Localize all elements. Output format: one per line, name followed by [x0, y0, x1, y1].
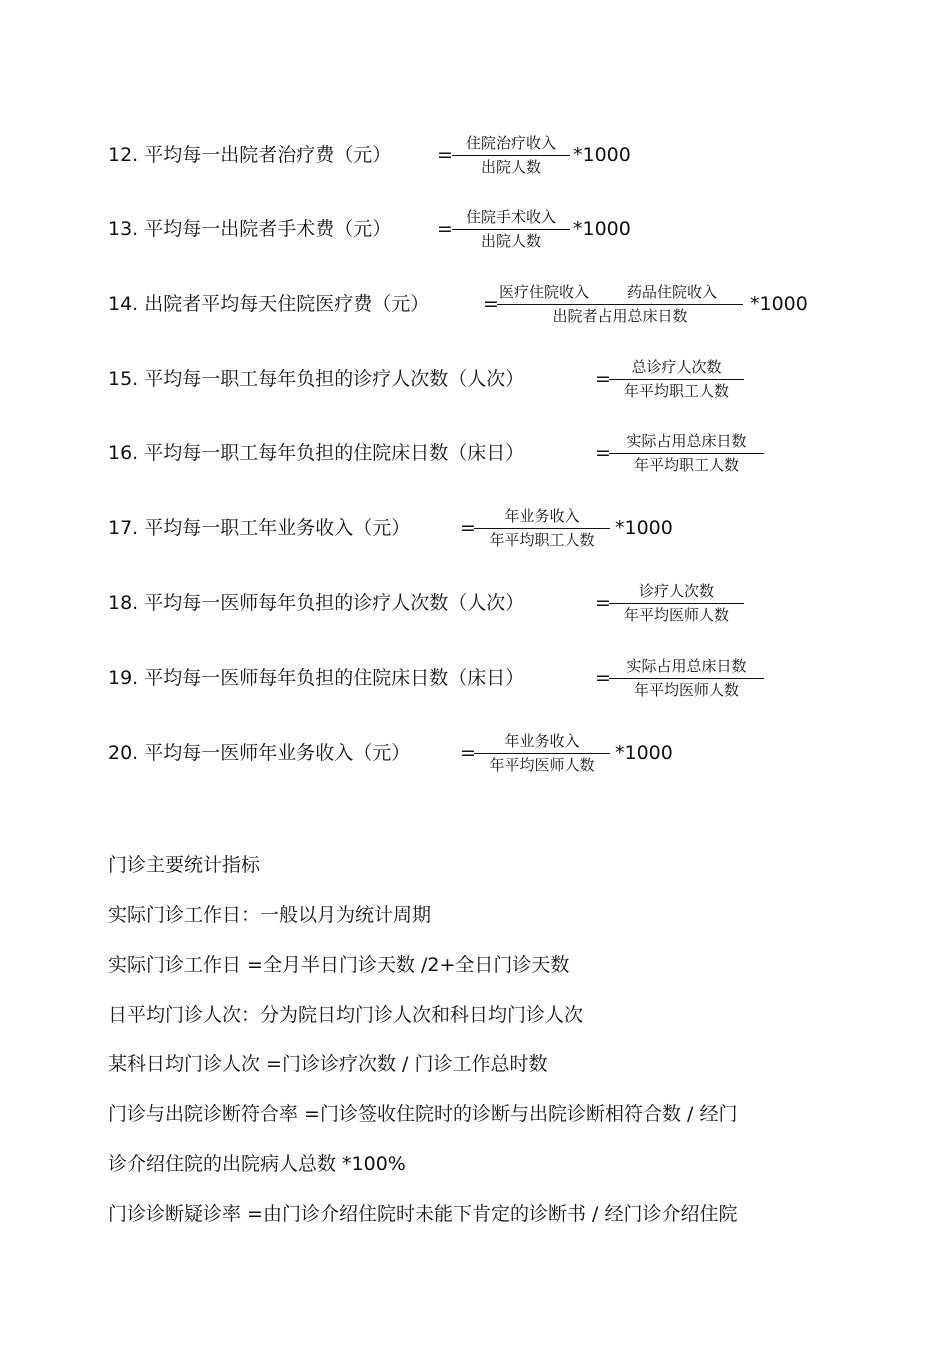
formula-label: 12. 平均每一出院者治疗费（元）	[108, 144, 392, 166]
fraction-numerator: 年业务收入	[504, 732, 580, 750]
formula-row-17	[0, 498, 950, 558]
fraction-numerator: 诊疗人次数	[638, 582, 714, 600]
fraction-numerator	[497, 282, 743, 302]
fraction-bar	[609, 603, 744, 604]
formula-label: 20. 平均每一医师年业务收入（元）	[108, 742, 411, 764]
fraction-denominator: 出院者占用总床日数	[552, 307, 688, 325]
fraction-numerator: 实际占用总床日数	[626, 657, 747, 675]
fraction-bar	[452, 229, 570, 230]
formula-row-12	[0, 125, 950, 185]
paragraph-line: 门诊诊断疑诊率 =由门诊介绍住院时未能下肯定的诊断书 / 经门诊介绍住院	[108, 1203, 738, 1225]
fraction-denominator: 出院人数	[480, 232, 541, 250]
formula-row-15	[0, 349, 950, 409]
formula-row-19	[0, 648, 950, 708]
fraction-denominator: 年平均医师人数	[623, 606, 729, 624]
paragraph-line: 实际门诊工作日：一般以月为统计周期	[108, 904, 432, 926]
multiplier: *1000	[750, 293, 808, 315]
fraction-numerator: 实际占用总床日数	[626, 432, 747, 450]
section-heading: 门诊主要统计指标	[108, 854, 261, 876]
fraction-numerator: 总诊疗人次数	[631, 358, 722, 376]
numerator-term-right: 药品住院收入	[627, 283, 718, 301]
equals-sign: =	[595, 592, 611, 614]
equals-sign: =	[460, 517, 476, 539]
fraction-denominator: 年平均医师人数	[489, 756, 595, 774]
formula-label: 14. 出院者平均每天住院医疗费（元）	[108, 293, 430, 315]
equals-sign: =	[437, 218, 453, 240]
formula-row-14	[0, 274, 950, 334]
fraction-denominator: 年平均职工人数	[489, 531, 595, 549]
fraction-numerator: 住院手术收入	[465, 208, 556, 226]
fraction-bar	[609, 379, 744, 380]
equals-sign: =	[437, 144, 453, 166]
multiplier: *1000	[573, 218, 631, 240]
formula-row-18	[0, 573, 950, 633]
formula-label: 16. 平均每一职工每年负担的住院床日数（床日）	[108, 442, 525, 464]
fraction-denominator: 年平均职工人数	[623, 382, 729, 400]
formula-label: 13. 平均每一出院者手术费（元）	[108, 218, 392, 240]
formula-label: 18. 平均每一医师每年负担的诊疗人次数（人次）	[108, 592, 525, 614]
fraction-bar	[497, 304, 743, 305]
paragraph-line: 日平均门诊人次：分为院日均门诊人次和科日均门诊人次	[108, 1004, 584, 1026]
formula-row-20	[0, 723, 950, 783]
fraction-numerator: 住院治疗收入	[465, 134, 556, 152]
equals-sign: =	[595, 442, 611, 464]
formula-label: 19. 平均每一医师每年负担的住院床日数（床日）	[108, 667, 525, 689]
numerator-term-left: 医疗住院收入	[499, 283, 590, 301]
fraction-denominator: 年平均职工人数	[633, 456, 739, 474]
fraction-denominator: 出院人数	[480, 158, 541, 176]
multiplier: *1000	[615, 517, 673, 539]
formula-row-16	[0, 423, 950, 483]
multiplier: *1000	[615, 742, 673, 764]
multiplier: *1000	[573, 144, 631, 166]
paragraph-line: 某科日均门诊人次 =门诊诊疗次数 / 门诊工作总时数	[108, 1053, 548, 1075]
fraction-bar	[452, 155, 570, 156]
fraction-numerator: 年业务收入	[504, 507, 580, 525]
paragraph-line: 诊介绍住院的出院病人总数 *100%	[108, 1153, 406, 1175]
formula-label: 15. 平均每一职工每年负担的诊疗人次数（人次）	[108, 368, 525, 390]
equals-sign: =	[595, 368, 611, 390]
formula-label: 17. 平均每一职工年业务收入（元）	[108, 517, 411, 539]
fraction-bar	[474, 528, 610, 529]
fraction-bar	[609, 678, 764, 679]
equals-sign: =	[595, 667, 611, 689]
formula-row-13	[0, 199, 950, 259]
fraction-denominator: 年平均医师人数	[633, 681, 739, 699]
equals-sign: =	[483, 293, 499, 315]
fraction-bar	[474, 753, 610, 754]
fraction-bar	[609, 453, 764, 454]
equals-sign: =	[460, 742, 476, 764]
paragraph-line: 门诊与出院诊断符合率 =门诊签收住院时的诊断与出院诊断相符合数 / 经门	[108, 1103, 738, 1125]
paragraph-line: 实际门诊工作日 =全月半日门诊天数 /2+全日门诊天数	[108, 954, 570, 976]
